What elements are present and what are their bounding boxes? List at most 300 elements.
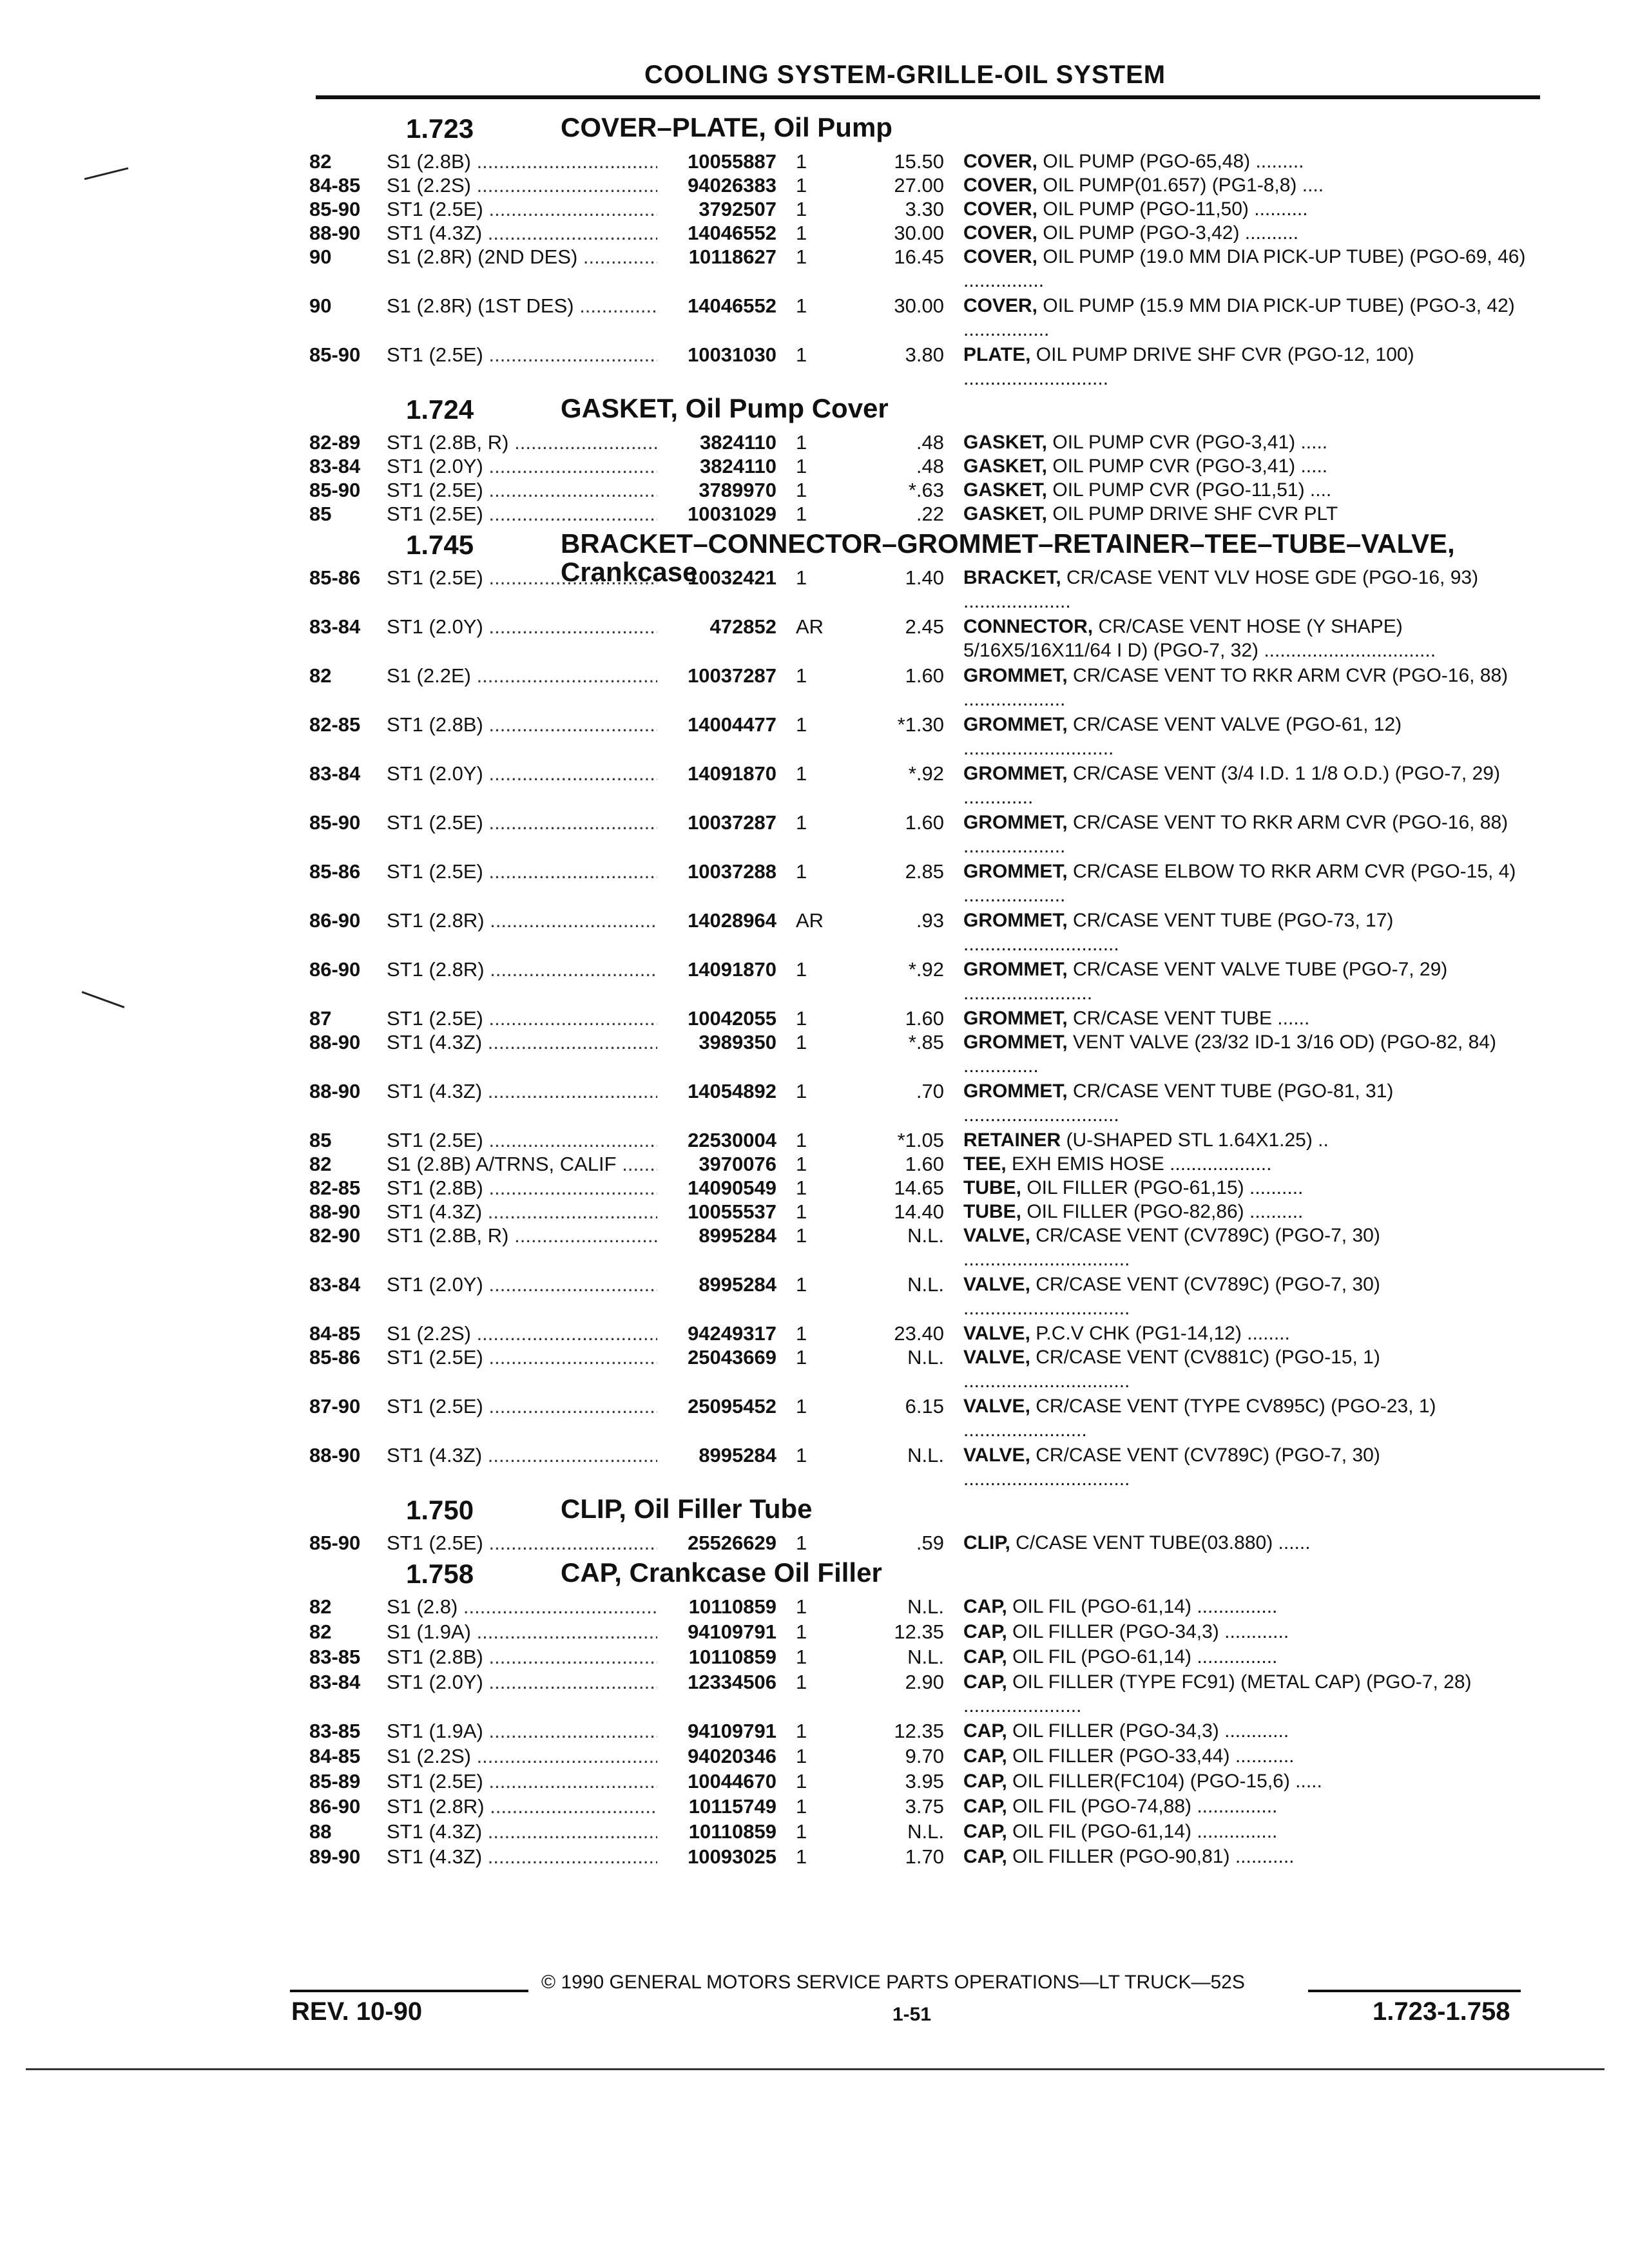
part-number: 3989350 [699,1031,776,1053]
quantity: 1 [796,1395,807,1418]
part-number: 8995284 [699,1444,776,1466]
price: .48 [916,455,944,477]
quantity: 1 [796,1532,807,1554]
quantity: 1 [796,1770,807,1792]
part-details: CR/CASE VENT (TYPE CV895C) (PGO-23, 1) ....................... [963,1396,1436,1441]
quantity: 1 [796,1720,807,1742]
part-number: 25095452 [688,1395,776,1418]
price: N.L. [907,1646,944,1668]
part-description [963,1595,1547,1619]
part-number: 25043669 [688,1346,776,1369]
model-engine: ST1 (2.5E) ..... [387,502,657,526]
price: 1.40 [905,566,944,589]
price: .70 [916,1080,944,1102]
model-engine: S1 (1.9A) ..... [387,1620,657,1644]
model-years: 90 [309,294,332,317]
part-details: OIL FILLER (PGO-34,3) ............ [1007,1621,1289,1642]
part-details: CR/CASE VENT TUBE (PGO-73, 17) ............................. [963,910,1394,955]
model-engine: ST1 (2.5E) ..... [387,478,657,502]
part-details: OIL FIL (PGO-61,14) ............... [1007,1596,1278,1617]
part-description [963,1719,1547,1743]
part-number: 94109791 [688,1720,776,1742]
model-years: 85-89 [309,1770,361,1792]
quantity: 1 [796,174,807,197]
part-details: CR/CASE VENT (CV789C) (PGO-7, 30) ............................... [963,1225,1380,1270]
model-engine: S1 (2.8) ..... [387,1595,657,1619]
parts-section [309,1559,1547,1869]
part-description [963,664,1547,711]
part-row [309,1595,1547,1619]
part-details: CR/CASE VENT VLV HOSE GDE (PGO-16, 93) .................... [963,567,1479,612]
price: N.L. [907,1595,944,1618]
model-years: 82-85 [309,713,361,736]
model-years: 88-90 [309,1080,361,1102]
part-name: COVER, [963,175,1038,196]
model-engine: S1 (2.8R) (1ST DES) ..... [387,294,657,318]
model-years: 85 [309,503,332,525]
price: .59 [916,1532,944,1554]
part-name: TUBE, [963,1201,1021,1222]
section-number: 1.723 [406,113,474,144]
model-engine: ST1 (2.5E) ..... [387,811,657,834]
quantity: 1 [796,1007,807,1030]
quantity: 1 [796,1620,807,1643]
section-heading [309,113,1547,149]
part-details: CR/CASE VENT TUBE ...... [1067,1008,1310,1029]
part-details: OIL FIL (PGO-61,14) ............... [1007,1646,1278,1667]
price: 14.65 [894,1177,944,1199]
part-details: VENT VALVE (23/32 ID-1 3/16 OD) (PGO-82, 84) .............. [963,1032,1496,1077]
part-details: EXH EMIS HOSE ................... [1006,1153,1272,1175]
model-engine: ST1 (2.5E) ..... [387,1531,657,1555]
part-number: 10055537 [688,1200,776,1223]
model-years: 82 [309,150,332,173]
model-engine: ST1 (4.3Z) ..... [387,1845,657,1869]
margin-mark [84,168,129,180]
price: 1.60 [905,1007,944,1030]
part-name: COVER, [963,198,1038,220]
part-details: OIL FILLER (TYPE FC91) (METAL CAP) (PGO-7, 28) ...................... [963,1671,1472,1716]
part-details: OIL FILLER (PGO-34,3) ............ [1007,1720,1289,1742]
quantity: 1 [796,713,807,736]
part-number: 94249317 [688,1322,776,1345]
model-engine: ST1 (2.8B) ..... [387,1176,657,1200]
part-row [309,343,1547,390]
part-description [963,149,1547,173]
part-row [309,1670,1547,1718]
footer-rule-right [1308,1990,1521,1992]
model-engine: S1 (2.8B) ..... [387,149,657,173]
quantity: 1 [796,343,807,366]
quantity: 1 [796,150,807,173]
model-engine: S1 (2.2E) ..... [387,664,657,687]
model-engine: ST1 (1.9A) ..... [387,1719,657,1743]
section-title: BRACKET–CONNECTOR–GROMMET–RETAINER–TEE–TUBE–VALVE, Crankcase [561,528,1455,587]
part-name: GROMMET, [963,763,1068,784]
part-description [963,430,1547,454]
model-years: 82-89 [309,431,361,454]
part-name: CAP, [963,1621,1007,1642]
price: 1.60 [905,1153,944,1175]
price: *.92 [908,958,944,981]
part-name: VALVE, [963,1347,1030,1368]
part-details: OIL PUMP (15.9 MM DIA PICK-UP TUBE) (PGO-3, 42) ................ [963,295,1515,340]
part-details: OIL FILLER (PGO-61,15) .......... [1021,1177,1304,1198]
part-name: GROMMET, [963,861,1068,882]
model-years: 82-85 [309,1177,361,1199]
price: N.L. [907,1444,944,1466]
price: *.63 [908,479,944,501]
part-row [309,566,1547,613]
part-name: VALVE, [963,1225,1030,1246]
model-engine: ST1 (2.8B) ..... [387,713,657,736]
model-engine: ST1 (2.8B, R) ..... [387,430,657,454]
model-engine: ST1 (2.5E) ..... [387,1128,657,1152]
part-details: CR/CASE VENT (CV789C) (PGO-7, 30) ............................... [963,1274,1380,1319]
part-number: 10093025 [688,1845,776,1868]
part-description [963,908,1547,956]
part-details: C/CASE VENT TUBE(03.880) ...... [1010,1532,1311,1553]
part-row [309,294,1547,341]
quantity: 1 [796,1322,807,1345]
model-engine: ST1 (2.8R) ..... [387,957,657,981]
model-engine: ST1 (4.3Z) ..... [387,1079,657,1103]
part-number: 10031029 [688,503,776,525]
price: 3.75 [905,1795,944,1818]
quantity: 1 [796,503,807,525]
part-details: CR/CASE VENT (CV789C) (PGO-7, 30) ............................... [963,1445,1380,1490]
part-row [309,1531,1547,1555]
part-details: OIL FILLER (PGO-33,44) ........... [1007,1745,1295,1767]
part-name: CAP, [963,1596,1007,1617]
part-name: GROMMET, [963,812,1068,833]
price: .22 [916,503,944,525]
model-years: 84-85 [309,1322,361,1345]
part-description [963,1152,1547,1176]
part-description [963,762,1547,809]
part-details: OIL PUMP DRIVE SHF CVR (PGO-12, 100) ........................... [963,344,1414,389]
part-row [309,1394,1547,1442]
price: 12.35 [894,1720,944,1742]
part-name: TEE, [963,1153,1007,1175]
part-number: 22530004 [688,1129,776,1151]
part-name: COVER, [963,246,1038,267]
price: 2.45 [905,615,944,638]
price: 2.85 [905,860,944,883]
part-name: VALVE, [963,1274,1030,1295]
model-years: 83-85 [309,1720,361,1742]
quantity: 1 [796,1595,807,1618]
part-row [309,1321,1547,1345]
part-details: OIL PUMP CVR (PGO-11,51) .... [1047,479,1332,501]
part-details: (U-SHAPED STL 1.64X1.25) .. [1061,1129,1329,1151]
quantity: 1 [796,1444,807,1466]
part-row [309,1128,1547,1152]
section-title: GASKET, Oil Pump Cover [561,393,889,423]
quantity: 1 [796,1224,807,1247]
price: 30.00 [894,222,944,244]
part-description [963,1176,1547,1200]
part-row [309,1152,1547,1176]
model-years: 83-84 [309,455,361,477]
quantity: 1 [796,1745,807,1767]
part-row [309,664,1547,711]
part-number: 10110859 [688,1646,776,1668]
price: *.92 [908,762,944,785]
part-description [963,1006,1547,1030]
part-number: 10042055 [688,1007,776,1030]
model-engine: S1 (2.2S) ..... [387,173,657,197]
model-years: 88 [309,1820,332,1843]
section-title: COVER–PLATE, Oil Pump [561,112,892,142]
part-description [963,860,1547,907]
model-years: 84-85 [309,1745,361,1767]
part-number: 25526629 [688,1532,776,1554]
model-years: 85-86 [309,566,361,589]
part-row [309,860,1547,907]
price: 15.50 [894,150,944,173]
section-number: 1.758 [406,1559,474,1589]
part-row [309,1443,1547,1491]
quantity: 1 [796,1646,807,1668]
quantity: AR [796,615,824,638]
price: 2.90 [905,1671,944,1693]
footer-revision: REV. 10-90 [291,1997,423,2026]
part-name: CAP, [963,1646,1007,1667]
part-description [963,1820,1547,1843]
part-row [309,430,1547,454]
price: .48 [916,431,944,454]
model-years: 88-90 [309,1200,361,1223]
part-number: 14004477 [688,713,776,736]
part-row [309,1224,1547,1271]
model-engine: ST1 (2.5E) ..... [387,566,657,590]
part-name: GROMMET, [963,1032,1068,1053]
price: 1.60 [905,811,944,834]
price: 3.95 [905,1770,944,1792]
footer-section-range: 1.723-1.758 [1373,1997,1510,2026]
model-years: 86-90 [309,1795,361,1818]
price: 6.15 [905,1395,944,1418]
section-title: CLIP, Oil Filler Tube [561,1494,813,1524]
part-details: OIL PUMP (PGO-3,42) .......... [1037,222,1299,244]
part-row [309,615,1547,662]
model-years: 89-90 [309,1845,361,1868]
part-row [309,1273,1547,1320]
part-description [963,478,1547,502]
part-number: 14028964 [688,909,776,932]
quantity: 1 [796,1671,807,1693]
quantity: 1 [796,811,807,834]
price: 30.00 [894,294,944,317]
quantity: 1 [796,222,807,244]
quantity: 1 [796,455,807,477]
part-name: GASKET, [963,503,1048,524]
part-row [309,1845,1547,1869]
model-engine: ST1 (2.8R) ..... [387,1794,657,1818]
part-description [963,454,1547,478]
part-details: CR/CASE VENT (CV881C) (PGO-15, 1) ............................... [963,1347,1380,1392]
part-row [309,454,1547,478]
part-description [963,221,1547,245]
price: 9.70 [905,1745,944,1767]
model-years: 85-86 [309,1346,361,1369]
part-details: OIL PUMP (19.0 MM DIA PICK-UP TUBE) (PGO-69, 46) ............... [963,246,1526,291]
model-engine: ST1 (2.5E) ..... [387,197,657,221]
part-number: 14091870 [688,762,776,785]
part-details: CR/CASE VENT VALVE (PGO-61, 12) ............................ [963,714,1402,759]
part-row [309,149,1547,173]
part-name: COVER, [963,151,1038,172]
part-number: 10031030 [688,343,776,366]
part-name: BRACKET, [963,567,1061,588]
footer-copyright: © 1990 GENERAL MOTORS SERVICE PARTS OPERATIONS—LT TRUCK—52S [541,1972,1245,1993]
price: .93 [916,909,944,932]
model-engine: ST1 (2.0Y) ..... [387,615,657,639]
part-details: OIL FILLER (PGO-90,81) ........... [1007,1846,1295,1867]
part-details: OIL FIL (PGO-74,88) ............... [1007,1796,1278,1817]
model-years: 86-90 [309,909,361,932]
part-details: CR/CASE VENT TUBE (PGO-81, 31) ............................. [963,1081,1394,1126]
model-engine: ST1 (2.8B, R) ..... [387,1224,657,1247]
model-years: 82 [309,1153,332,1175]
model-years: 87-90 [309,1395,361,1418]
model-engine: ST1 (2.0Y) ..... [387,762,657,785]
model-engine: S1 (2.2S) ..... [387,1321,657,1345]
price: N.L. [907,1224,944,1247]
part-details: CR/CASE VENT (3/4 I.D. 1 1/8 O.D.) (PGO-7, 29) ............. [963,763,1500,808]
header-rule [316,95,1540,99]
model-engine: ST1 (2.5E) ..... [387,1345,657,1369]
part-number: 94020346 [688,1745,776,1767]
part-name: PLATE, [963,344,1031,365]
part-details: OIL PUMP DRIVE SHF CVR PLT [1047,503,1338,524]
part-description [963,615,1547,662]
scan-edge-line [26,2068,1605,2070]
part-details: OIL PUMP (PGO-65,48) ......... [1037,151,1304,172]
model-years: 85-90 [309,811,361,834]
model-engine: ST1 (2.5E) ..... [387,1006,657,1030]
price: N.L. [907,1346,944,1369]
part-number: 94109791 [688,1620,776,1643]
part-details: OIL PUMP CVR (PGO-3,41) ..... [1047,456,1328,477]
model-years: 83-84 [309,762,361,785]
part-number: 8995284 [699,1273,776,1296]
part-description [963,1079,1547,1127]
quantity: 1 [796,860,807,883]
part-row [309,1006,1547,1030]
model-engine: ST1 (2.8B) ..... [387,1645,657,1669]
part-description [963,1531,1547,1555]
model-years: 82 [309,1620,332,1643]
quantity: 1 [796,958,807,981]
price: 14.40 [894,1200,944,1223]
part-number: 3970076 [699,1153,776,1175]
part-name: CONNECTOR, [963,616,1094,637]
price: 12.35 [894,1620,944,1643]
quantity: 1 [796,1129,807,1151]
section-number: 1.724 [406,394,474,425]
model-years: 82-90 [309,1224,361,1247]
part-number: 12334506 [688,1671,776,1693]
price: 1.60 [905,664,944,687]
parts-section [309,1495,1547,1555]
model-years: 85-90 [309,343,361,366]
model-engine: ST1 (2.0Y) ..... [387,1273,657,1296]
part-number: 3824110 [700,455,776,477]
part-description [963,566,1547,613]
part-name: CAP, [963,1821,1007,1842]
part-name: GROMMET, [963,1008,1068,1029]
footer-page-number: 1-51 [892,2004,932,2025]
part-row [309,1620,1547,1644]
part-details: OIL FILLER (PGO-82,86) .......... [1021,1201,1304,1222]
section-heading [309,1495,1547,1531]
model-engine: S1 (2.8B) A/TRNS, CALIF ..... [387,1152,657,1176]
part-row [309,1176,1547,1200]
part-row [309,245,1547,293]
quantity: AR [796,909,824,932]
part-number: 3824110 [700,431,776,454]
price: *1.05 [897,1129,944,1151]
part-name: VALVE, [963,1396,1030,1417]
part-number: 8995284 [699,1224,776,1247]
part-name: GROMMET, [963,714,1068,735]
quantity: 1 [796,479,807,501]
part-description [963,502,1547,526]
part-number: 10110859 [688,1820,776,1843]
model-engine: ST1 (4.3Z) ..... [387,1200,657,1224]
part-number: 14090549 [688,1177,776,1199]
parts-section [309,113,1547,390]
model-years: 85-90 [309,198,361,220]
section-number: 1.750 [406,1495,474,1525]
part-name: GASKET, [963,432,1048,453]
part-name: CAP, [963,1745,1007,1767]
part-details: CR/CASE VENT HOSE (Y SHAPE) 5/16X5/16X11/64 I D) (PGO-7, 32) ................................ [963,616,1436,661]
model-engine: ST1 (4.3Z) ..... [387,1820,657,1843]
margin-mark [82,991,125,1008]
section-title: CAP, Crankcase Oil Filler [561,1557,882,1588]
part-row [309,908,1547,956]
quantity: 1 [796,1080,807,1102]
quantity: 1 [796,1200,807,1223]
part-row [309,197,1547,221]
price: *1.30 [897,713,944,736]
quantity: 1 [796,294,807,317]
part-description [963,1030,1547,1078]
model-years: 85 [309,1129,332,1151]
model-years: 82 [309,664,332,687]
quantity: 1 [796,1177,807,1199]
quantity: 1 [796,664,807,687]
model-engine: ST1 (4.3Z) ..... [387,1443,657,1467]
model-years: 85-90 [309,1532,361,1554]
part-number: 472852 [709,615,776,638]
part-details: CR/CASE VENT TO RKR ARM CVR (PGO-16, 88) ................... [963,665,1509,710]
part-name: CAP, [963,1671,1007,1693]
part-description [963,343,1547,390]
model-years: 84-85 [309,174,361,197]
part-number: 10037287 [688,664,776,687]
part-name: VALVE, [963,1323,1030,1344]
model-engine: ST1 (2.0Y) ..... [387,454,657,478]
part-row [309,957,1547,1005]
part-description [963,1394,1547,1442]
parts-section [309,394,1547,526]
quantity: 1 [796,198,807,220]
model-engine: ST1 (2.0Y) ..... [387,1670,657,1694]
